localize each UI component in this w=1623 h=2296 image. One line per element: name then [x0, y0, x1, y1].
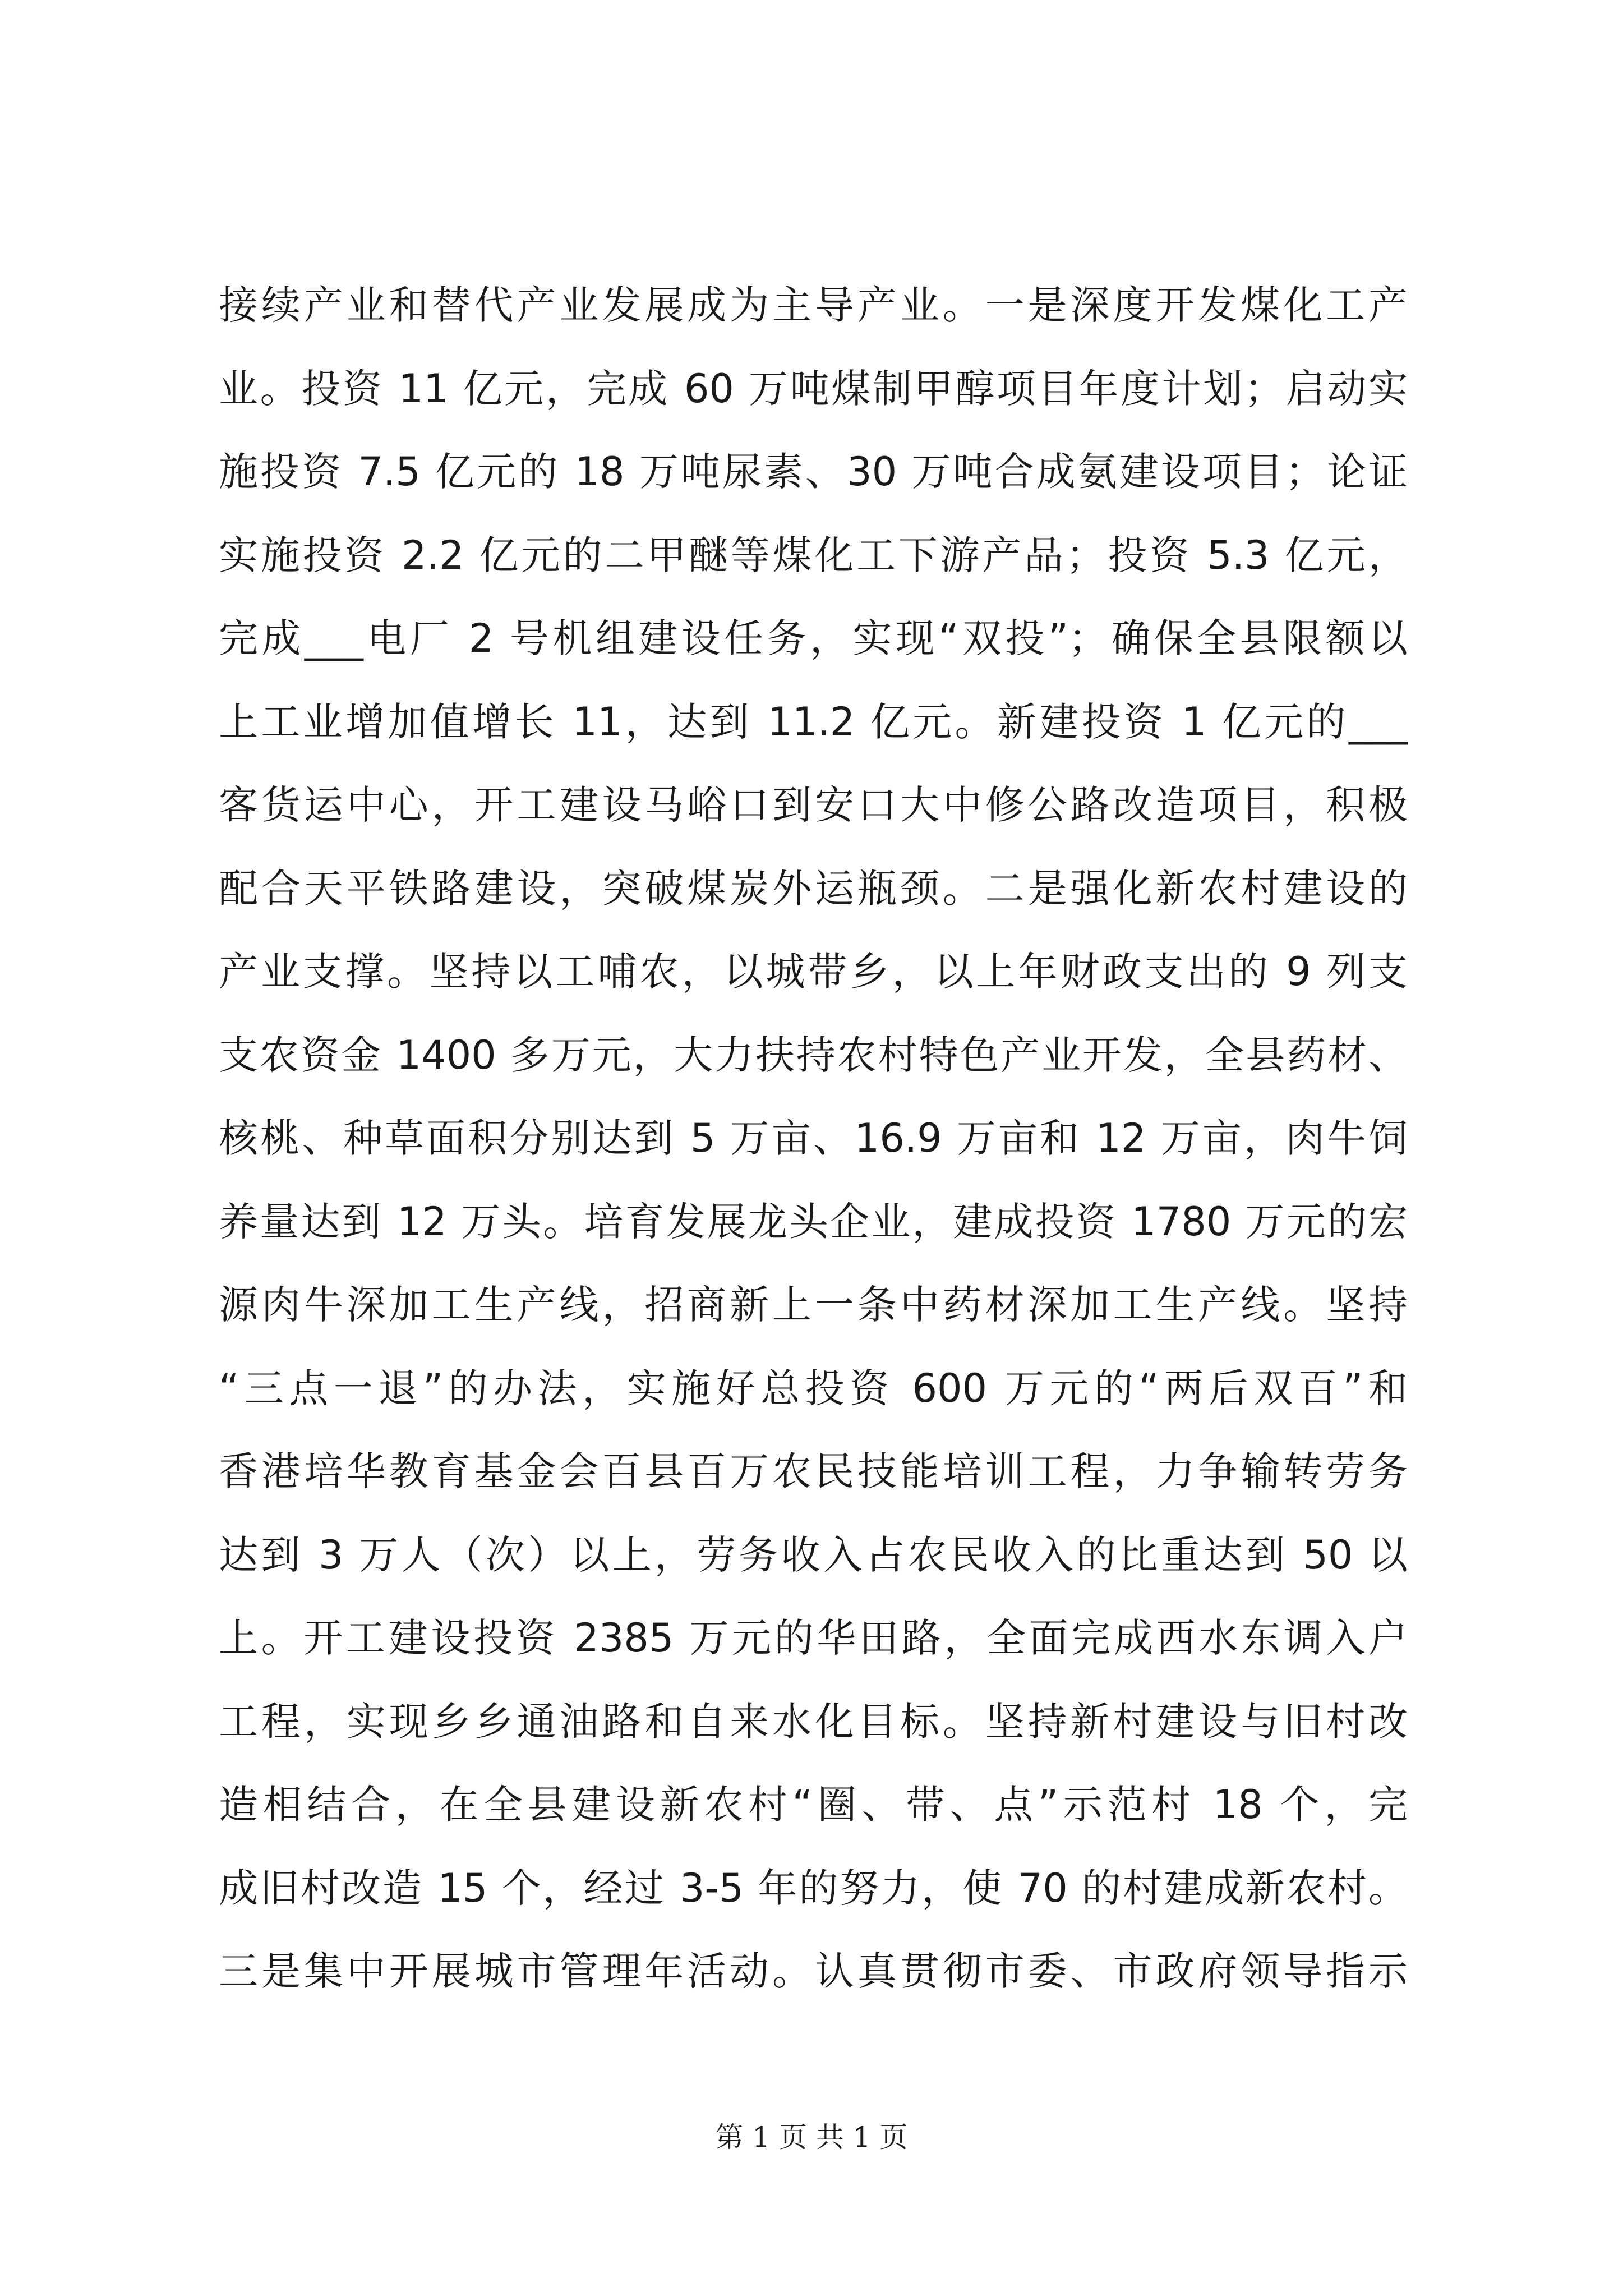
page-footer [0, 2115, 1623, 2155]
text-line: 上。开工建设投资 2385 万元的华田路，全面完成西水东调入户 [219, 1615, 1408, 1661]
text-line: 工程，实现乡乡通油路和自来水化目标。坚持新村建设与旧村改 [219, 1698, 1408, 1745]
text-line: 造相结合，在全县建设新农村“圈、带、点”示范村 18 个，完 [219, 1782, 1408, 1828]
text-line: 香港培华教育基金会百县百万农民技能培训工程，力争输转劳务 [219, 1448, 1408, 1494]
text-line: 达到 3 万人（次）以上，劳务收入占农民收入的比重达到 50 以 [219, 1531, 1408, 1578]
text-line: 养量达到 12 万头。培育发展龙头企业，建成投资 1780 万元的宏 [219, 1198, 1408, 1245]
text-line: 支农资金 1400 多万元，大力扶持农村特色产业开发，全县药材、 [219, 1032, 1408, 1078]
text-line: 客货运中心，开工建设马峪口到安口大中修公路改造项目，积极 [219, 782, 1408, 828]
page-number: 第 1 页 共 1 页 [715, 2121, 908, 2154]
text-line: 源肉牛深加工生产线，招商新上一条中药材深加工生产线。坚持 [219, 1282, 1408, 1328]
body-text [219, 264, 1408, 2013]
text-line: 完成___电厂 2 号机组建设任务，实现“双投”；确保全县限额以 [219, 615, 1408, 661]
text-line: 三是集中开展城市管理年活动。认真贯彻市委、市政府领导指示 [219, 1948, 1408, 1994]
text-line: 成旧村改造 15 个，经过 3-5 年的努力，使 70 的村建成新农村。 [219, 1865, 1408, 1911]
text-line: 实施投资 2.2 亿元的二甲醚等煤化工下游产品；投资 5.3 亿元， [219, 532, 1408, 578]
text-line: 业。投资 11 亿元，完成 60 万吨煤制甲醇项目年度计划；启动实 [219, 365, 1408, 412]
text-line: 产业支撑。坚持以工哺农，以城带乡，以上年财政支出的 9 列支 [219, 949, 1408, 995]
text-line: 上工业增加值增长 11，达到 11.2 亿元。新建投资 1 亿元的___ [219, 698, 1408, 745]
text-line: 施投资 7.5 亿元的 18 万吨尿素、30 万吨合成氨建设项目；论证 [219, 449, 1408, 495]
text-line: 配合天平铁路建设，突破煤炭外运瓶颈。二是强化新农村建设的 [219, 865, 1408, 912]
text-line: “三点一退”的办法，实施好总投资 600 万元的“两后双百”和 [219, 1365, 1408, 1411]
text-line: 接续产业和替代产业发展成为主导产业。一是深度开发煤化工产 [219, 282, 1408, 328]
text-line: 核桃、种草面积分别达到 5 万亩、16.9 万亩和 12 万亩，肉牛饲 [219, 1115, 1408, 1161]
